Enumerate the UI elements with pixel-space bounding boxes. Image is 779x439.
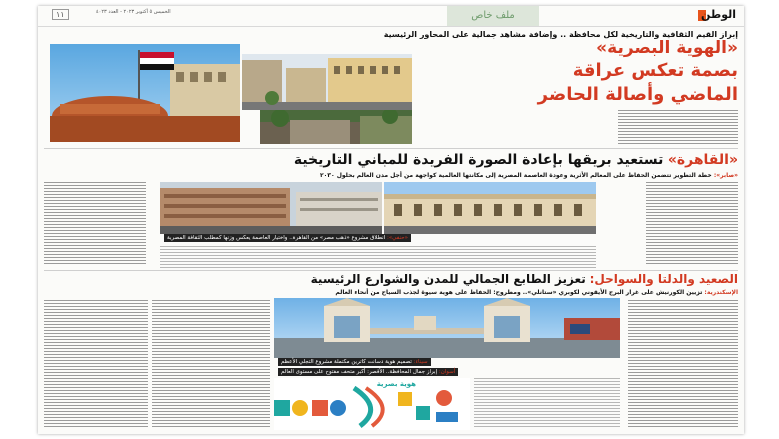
photo-street xyxy=(260,110,412,144)
cairo-headline-red: «القاهرة» xyxy=(667,152,738,168)
regions-col-1 xyxy=(628,300,738,428)
headline-top-line2: بصمة تعكس عراقة xyxy=(572,60,738,81)
regions-headline xyxy=(311,272,738,286)
headline-top-red: «الهوية البصرية» xyxy=(596,38,738,58)
photo-buildings xyxy=(242,54,412,110)
photo-cairo-flag-image xyxy=(50,44,240,142)
photo-cairo-downtown xyxy=(160,182,382,234)
logo: الوطن xyxy=(700,8,736,21)
photo-cairo-flag xyxy=(50,44,240,142)
divider-1 xyxy=(44,148,738,149)
dateline: الخميس ٥ أكتوبر ٢٠٢٣ - العدد ٤٠٢٣ xyxy=(96,9,171,15)
cairo-strap xyxy=(320,172,738,179)
regions-col-3 xyxy=(152,300,270,428)
regions-caption-2 xyxy=(278,368,458,376)
cairo-col-4 xyxy=(44,182,146,266)
regions-strap xyxy=(335,289,738,296)
regions-strap-text: تزيين الكورنيش على غرار البرج الأيقوني لكوبري «ستانلي».. ومطروح: الحفاظ على هوية سيوة لجذب السياح من أنحاء العالم xyxy=(335,289,703,296)
regions-headline-black: تعزيز الطابع الجمالي للمدن والشوارع الرئيسية xyxy=(310,272,586,286)
regions-caption-1-text: تصميم هوية دسانت كاترين مكتملة مشروع التجلي الأعظم xyxy=(281,359,412,365)
photo-cairo-palace xyxy=(384,182,596,234)
cairo-body-under-photos xyxy=(160,246,596,268)
cairo-headline-black: تستعيد بريقها بإعادة الصورة الفريدة للمباني التاريخية xyxy=(293,152,664,168)
regions-caption-1 xyxy=(278,358,431,366)
divider-2 xyxy=(44,270,738,271)
page-number: ١١ xyxy=(52,9,69,20)
visual-identity-graphic-image xyxy=(274,378,470,430)
cairo-strap-text: خطة التطوير تتضمن الحفاظ على المعالم الأثرية وعودة العاصمة المصرية إلى مكانتها العالمية كواجهة من أجل مدن العالم بحلول ٢٠٣٠ xyxy=(319,172,712,179)
photo-alexandria-image xyxy=(274,298,620,358)
regions-caption-2-prefix: أسوان: xyxy=(438,369,456,375)
regions-strap-prefix: الإسكندرية: xyxy=(704,289,738,296)
cairo-caption-prefix: «حنفي»: xyxy=(386,235,408,241)
graphic-label: هوية بصرية xyxy=(376,380,416,388)
regions-caption-2-text: إبراز جمال المحافظة.. الأقصر: أكبر متحف مفتوح على مستوى العالم xyxy=(281,369,438,375)
visual-identity-graphic xyxy=(274,378,470,430)
photo-alexandria-stanley xyxy=(274,298,620,358)
masthead xyxy=(38,6,744,27)
cairo-caption xyxy=(164,234,411,242)
cairo-col-1 xyxy=(646,182,738,266)
photo-buildings-image xyxy=(242,54,412,110)
newspaper-page xyxy=(38,6,744,434)
photo-cairo-downtown-image xyxy=(160,182,382,234)
photo-street-image xyxy=(260,110,412,144)
regions-caption-1-prefix: سيناء: xyxy=(413,359,428,365)
cairo-caption-text: انطلاق مشروع «ذهب مصر» من القاهرة.. واختيار العاصمة يعكس وزنها كمطلب الثقافة المصرية xyxy=(167,235,386,241)
headline-top-line3: الماضي وأصالة الحاضر xyxy=(537,84,738,105)
regions-headline-red: الصعيد والدلتا والسواحل: xyxy=(589,272,738,286)
cairo-strap-prefix: «صابر»: xyxy=(713,172,738,179)
top-body-text xyxy=(618,110,738,146)
regions-col-4 xyxy=(44,300,148,428)
top-kicker: إبراز القيم الثقافية والتاريخية لكل محافظة .. وإضافة مشاهد جمالية على المحاور الرئيسية xyxy=(383,30,738,39)
regions-col-2 xyxy=(474,378,620,428)
section-tab: ملف خاص xyxy=(447,6,539,26)
cairo-headline xyxy=(294,152,738,168)
photo-cairo-palace-image xyxy=(384,182,596,234)
